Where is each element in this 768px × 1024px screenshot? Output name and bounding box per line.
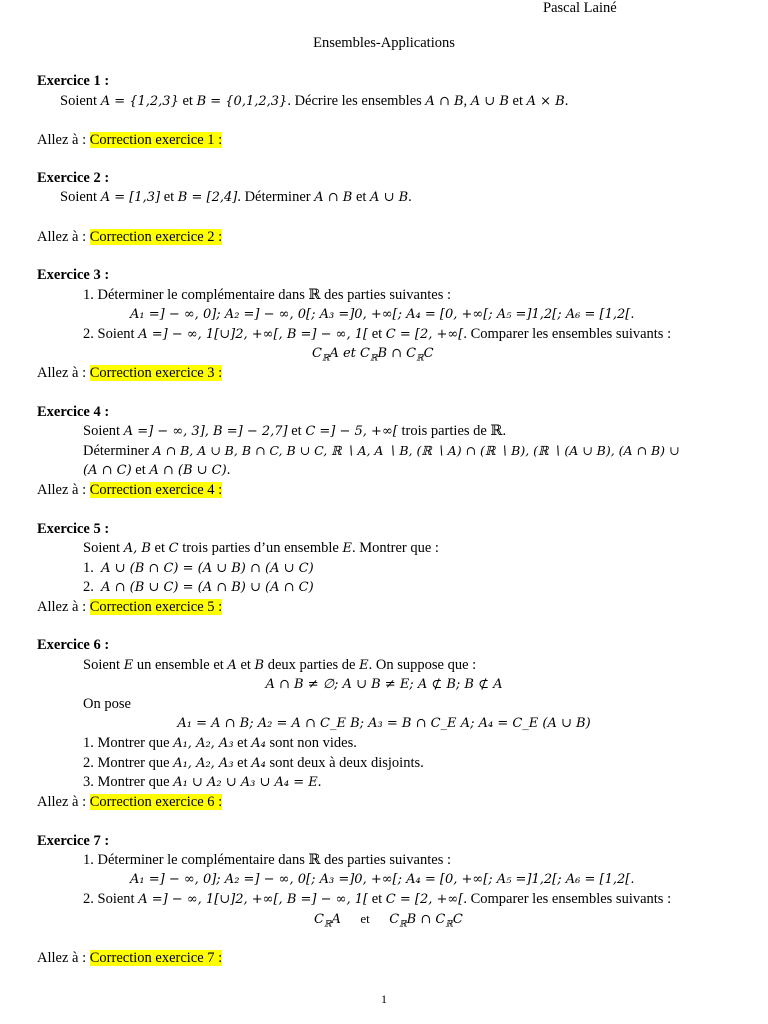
- exercise-6-statement: Soient E un ensemble et A et B deux parties de E. On suppose que :: [83, 657, 477, 673]
- author: Pascal Lainé: [543, 0, 617, 16]
- exercise-3-item-1-sets: A₁ =] − ∞, 0]; A₂ =] − ∞, 0[; A₃ =]0, +∞[; A₄ = [0, +∞[; A₅ =]1,2[; A₆ = [1,2[.: [130, 307, 635, 322]
- exercise-1-title: Exercice 1 :: [37, 73, 110, 89]
- correction-5-link[interactable]: Correction exercice 5 :: [89, 599, 223, 615]
- exercise-4-line-1: Soient A =] − ∞, 3], B =] − 2,7] et C =] − 5, +∞[ trois parties de ℝ.: [83, 423, 507, 439]
- exercise-6-goto: Allez à : Correction exercice 6 :: [37, 794, 223, 810]
- exercise-4-title: Exercice 4 :: [37, 404, 110, 420]
- exercise-6-item-2: 2. Montrer que A₁, A₂, A₃ et A₄ sont deux à deux disjoints.: [83, 755, 424, 771]
- exercise-5-item-2: 2. A ∩ (B ∪ C) = (A ∩ B) ∪ (A ∩ C): [83, 579, 314, 595]
- correction-6-link[interactable]: Correction exercice 6 :: [89, 794, 223, 810]
- exercise-6-conditions: A ∩ B ≠ ∅; A ∪ B ≠ E; A ⊄ B; B ⊄ A: [265, 677, 503, 692]
- exercise-3-item-2: 2. Soient A =] − ∞, 1[∪]2, +∞[, B =] − ∞, 1[ et C = [2, +∞[. Comparer les ensembles suivants :: [83, 326, 672, 342]
- correction-7-link[interactable]: Correction exercice 7 :: [89, 950, 223, 966]
- exercise-4-line-2: Déterminer A ∩ B, A ∪ B, B ∩ C, B ∪ C, ℝ ∖ A, A ∖ B, (ℝ ∖ A) ∩ (ℝ ∖ B), (ℝ ∖ (A ∪ B), (A ∩ B) ∪: [83, 443, 680, 459]
- exercise-3-item-1: 1. Déterminer le complémentaire dans ℝ des parties suivantes :: [83, 287, 451, 303]
- exercise-2-title: Exercice 2 :: [37, 170, 110, 186]
- exercise-4-goto: Allez à : Correction exercice 4 :: [37, 482, 223, 498]
- page-number: 1: [381, 992, 387, 1006]
- exercise-7-item-2: 2. Soient A =] − ∞, 1[∪]2, +∞[, B =] − ∞, 1[ et C = [2, +∞[. Comparer les ensembles suivants :: [83, 891, 672, 907]
- correction-2-link[interactable]: Correction exercice 2 :: [89, 229, 223, 245]
- exercise-5-item-1: 1. A ∪ (B ∩ C) = (A ∪ B) ∩ (A ∪ C): [83, 560, 314, 576]
- correction-3-link[interactable]: Correction exercice 3 :: [89, 365, 223, 381]
- exercise-4-line-3: (A ∩ C) et A ∩ (B ∪ C).: [83, 462, 231, 478]
- exercise-7-goto: Allez à : Correction exercice 7 :: [37, 950, 223, 966]
- exercise-5-title: Exercice 5 :: [37, 521, 110, 537]
- exercise-6-item-3: 3. Montrer que A₁ ∪ A₂ ∪ A₃ ∪ A₄ = E.: [83, 774, 322, 790]
- exercise-6-on-pose: On pose: [83, 696, 131, 712]
- exercise-7-compare: $C_ℝA$ et $C_ℝB$ ∩ $C_ℝC$: [314, 911, 463, 930]
- exercise-6-definitions: A₁ = A ∩ B; A₂ = A ∩ C_E B; A₃ = B ∩ C_E A; A₄ = C_E (A ∪ B): [177, 716, 591, 731]
- document-title: Ensembles-Applications: [313, 35, 455, 51]
- exercise-5-statement: Soient A, B et C trois parties d’un ensemble E. Montrer que :: [83, 540, 439, 556]
- exercise-1-statement: Soient A = {1,2,3} et B = {0,1,2,3}. Décrire les ensembles A ∩ B, A ∪ B et A × B.: [60, 93, 569, 109]
- exercise-7-title: Exercice 7 :: [37, 833, 110, 849]
- exercise-3-compare: $C_ℝA$ et $C_ℝB$ ∩ $C_ℝC$: [312, 346, 434, 364]
- exercise-2-goto: Allez à : Correction exercice 2 :: [37, 229, 223, 245]
- exercise-2-statement: Soient A = [1,3] et B = [2,4]. Déterminer A ∩ B et A ∪ B.: [60, 189, 412, 205]
- exercise-3-goto: Allez à : Correction exercice 3 :: [37, 365, 223, 381]
- exercise-6-item-1: 1. Montrer que A₁, A₂, A₃ et A₄ sont non vides.: [83, 735, 357, 751]
- exercise-1-goto: Allez à : Correction exercice 1 :: [37, 132, 223, 148]
- exercise-6-title: Exercice 6 :: [37, 637, 110, 653]
- exercise-7-item-1: 1. Déterminer le complémentaire dans ℝ des parties suivantes :: [83, 852, 451, 868]
- correction-4-link[interactable]: Correction exercice 4 :: [89, 482, 223, 498]
- exercise-3-title: Exercice 3 :: [37, 267, 110, 283]
- exercise-5-goto: Allez à : Correction exercice 5 :: [37, 599, 223, 615]
- correction-1-link[interactable]: Correction exercice 1 :: [89, 132, 223, 148]
- exercise-7-item-1-sets: A₁ =] − ∞, 0]; A₂ =] − ∞, 0[; A₃ =]0, +∞[; A₄ = [0, +∞[; A₅ =]1,2[; A₆ = [1,2[.: [130, 872, 635, 887]
